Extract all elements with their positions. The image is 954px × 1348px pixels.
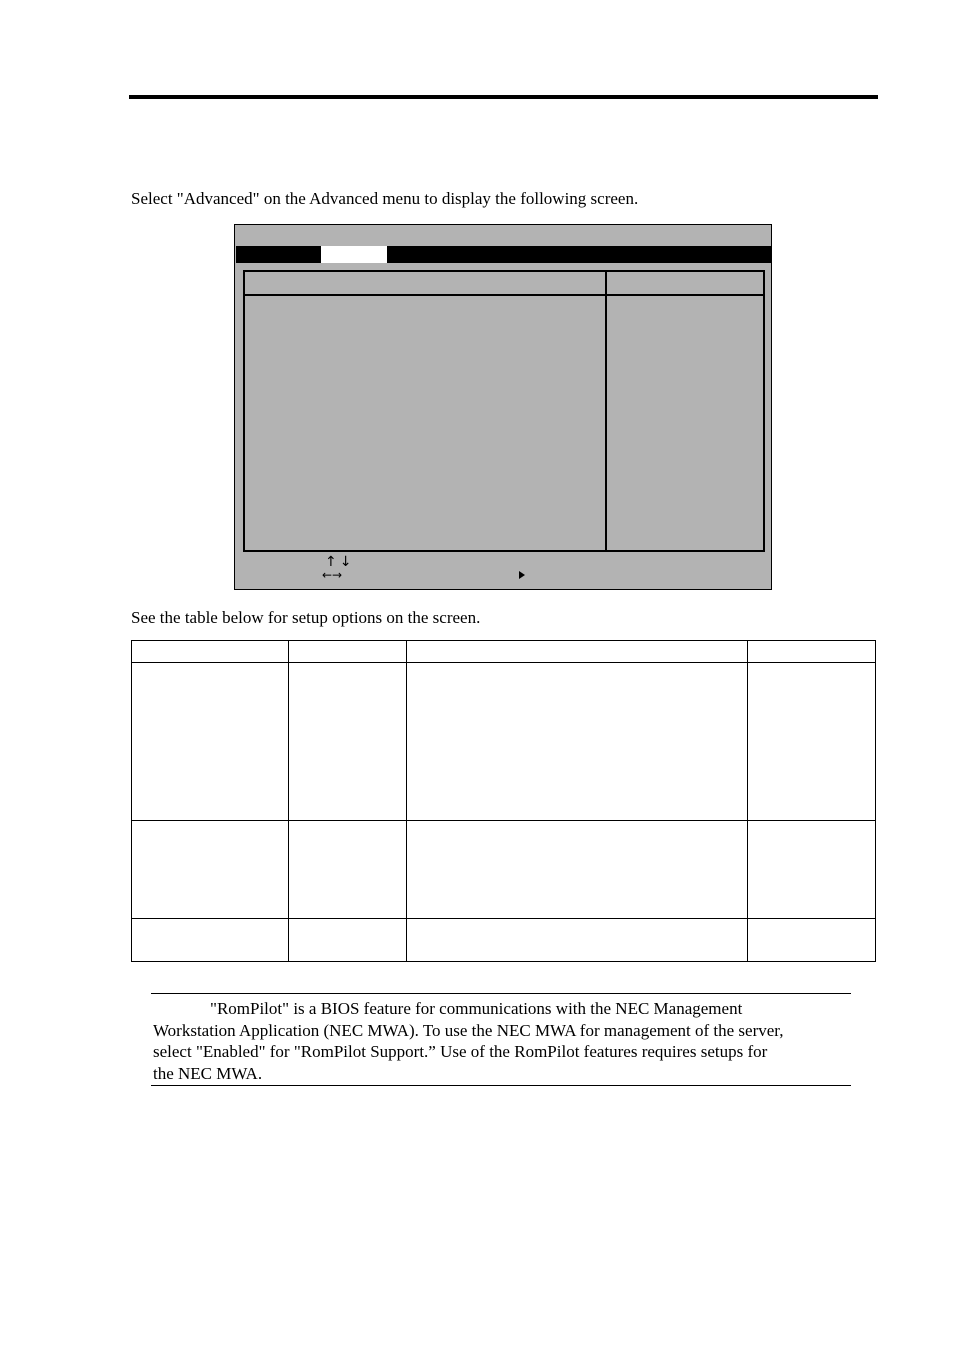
up-down-arrows-icon: ↑↓ (325, 554, 355, 570)
top-rule (129, 95, 878, 99)
note-line: "RomPilot" is a BIOS feature for communications with the NEC Management (210, 999, 743, 1018)
submenu-triangle-icon (519, 571, 525, 579)
note-box (153, 998, 853, 1084)
note-top-rule (151, 993, 851, 994)
setup-options-table (131, 640, 876, 962)
table-header-rule (132, 662, 875, 663)
note-bottom-rule (151, 1085, 851, 1086)
table-row-divider (132, 820, 875, 821)
table-column-divider (747, 641, 748, 961)
bios-screen (234, 224, 772, 590)
intro-text: Select "Advanced" on the Advanced menu to display the following screen. (131, 189, 639, 208)
bios-help-divider (605, 272, 607, 550)
table-column-divider (406, 641, 407, 961)
left-right-arrows-icon: ←→ (322, 568, 343, 582)
table-intro-text: See the table below for setup options on the screen. (131, 608, 481, 627)
bios-settings-panel (243, 270, 765, 552)
table-column-divider (288, 641, 289, 961)
note-line: Workstation Application (NEC MWA). To use the NEC MWA for management of the server, (153, 1020, 784, 1040)
table-row-divider (132, 918, 875, 919)
bios-menu-bar (236, 246, 771, 263)
bios-panel-header-rule (245, 294, 763, 296)
note-line: the NEC MWA. (153, 1063, 263, 1083)
bios-tab-advanced[interactable] (321, 246, 387, 263)
note-line: select "Enabled" for "RomPilot Support.” Use of the RomPilot features requires setups for (153, 1042, 768, 1061)
